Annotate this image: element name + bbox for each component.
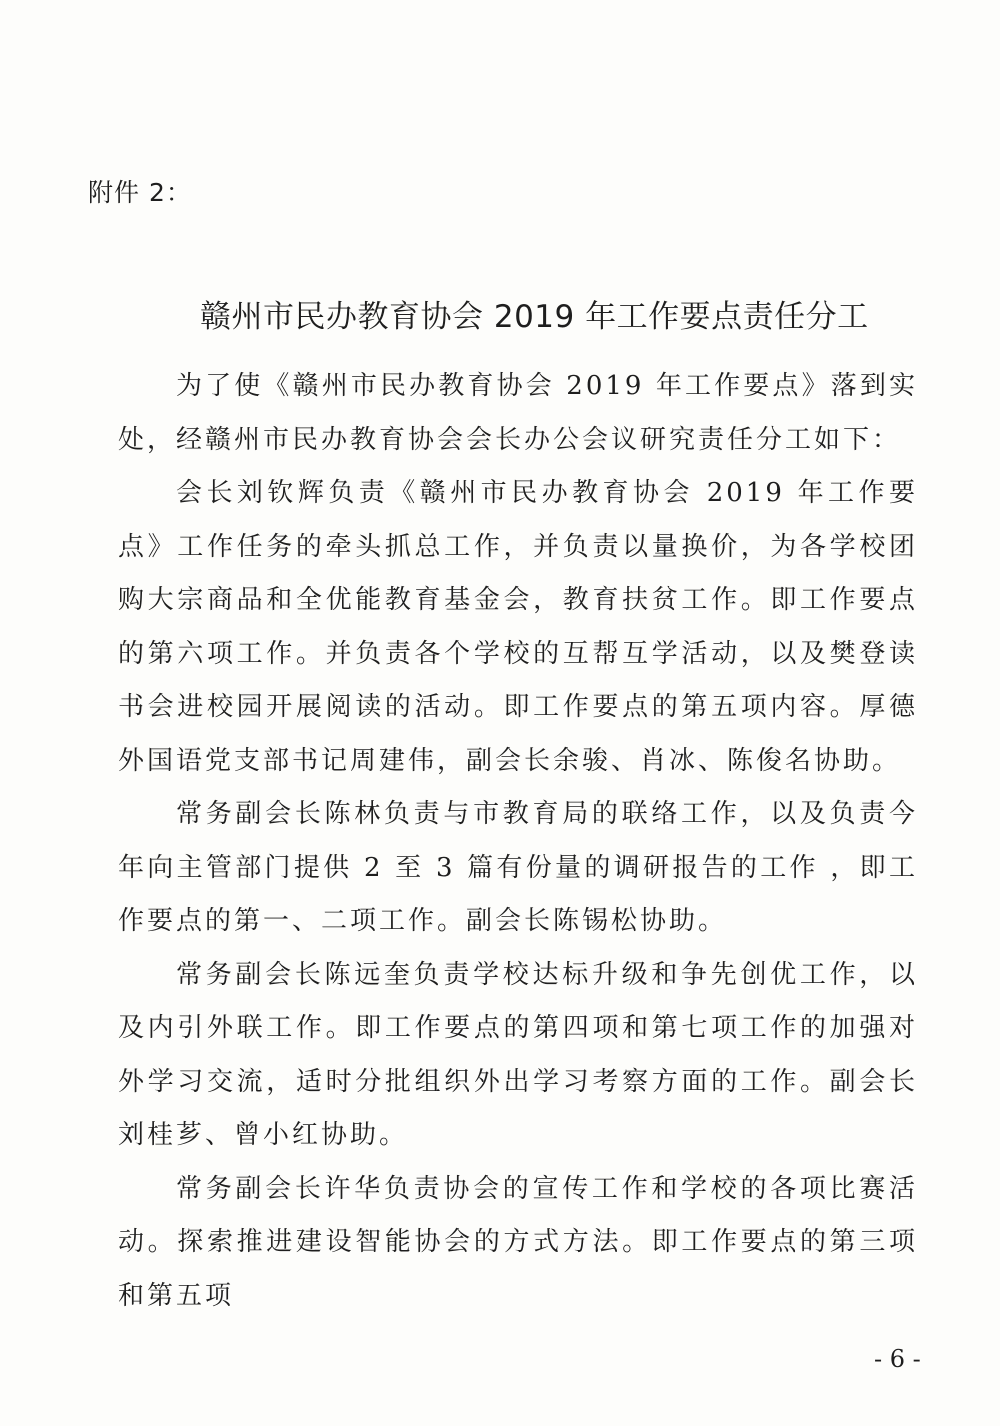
- paragraph-intro: 为了使《赣州市民办教育协会 2019 年工作要点》落到实处，经赣州市民办教育协会会长办公会议研究责任分工如下：: [118, 371, 918, 455]
- paragraph-president: 会长刘钦辉负责《赣州市民办教育协会 2019 年工作要点》工作任务的牵头抓总工作，并负责以量换价，为各学校团购大宗商品和全优能教育基金会，教育扶贫工作。即工作要点的第六项工作。并负责各个学校的互帮互学活动，以及樊登读书会进校园开展阅读的活动。即工作要点的第五项内容。厚德外国语党支部书记周建伟，副会长余骏、肖冰、陈俊名协助。: [118, 478, 918, 776]
- document-body: [118, 360, 918, 1323]
- page-number: - 6 -: [874, 1345, 921, 1373]
- paragraph-vice-president-xu-hua: 常务副会长许华负责协会的宣传工作和学校的各项比赛活动。探索推进建设智能协会的方式方法。即工作要点的第三项和第五项: [118, 1173, 918, 1311]
- document-title: 赣州市民办教育协会 2019 年工作要点责任分工: [200, 299, 869, 335]
- paragraph-vice-president-chen-lin: 常务副会长陈林负责与市教育局的联络工作，以及负责今年向主管部门提供 2 至 3 篇有份量的调研报告的工作 ，即工作要点的第一、二项工作。副会长陈锡松协助。: [118, 799, 918, 936]
- attachment-label: 附件 2：: [88, 178, 192, 207]
- paragraph-vice-president-chen-yuankui: 常务副会长陈远奎负责学校达标升级和争先创优工作，以及内引外联工作。即工作要点的第四项和第七项工作的加强对外学习交流，适时分批组织外出学习考察方面的工作。副会长刘桂芗、曾小红协助。: [118, 959, 918, 1150]
